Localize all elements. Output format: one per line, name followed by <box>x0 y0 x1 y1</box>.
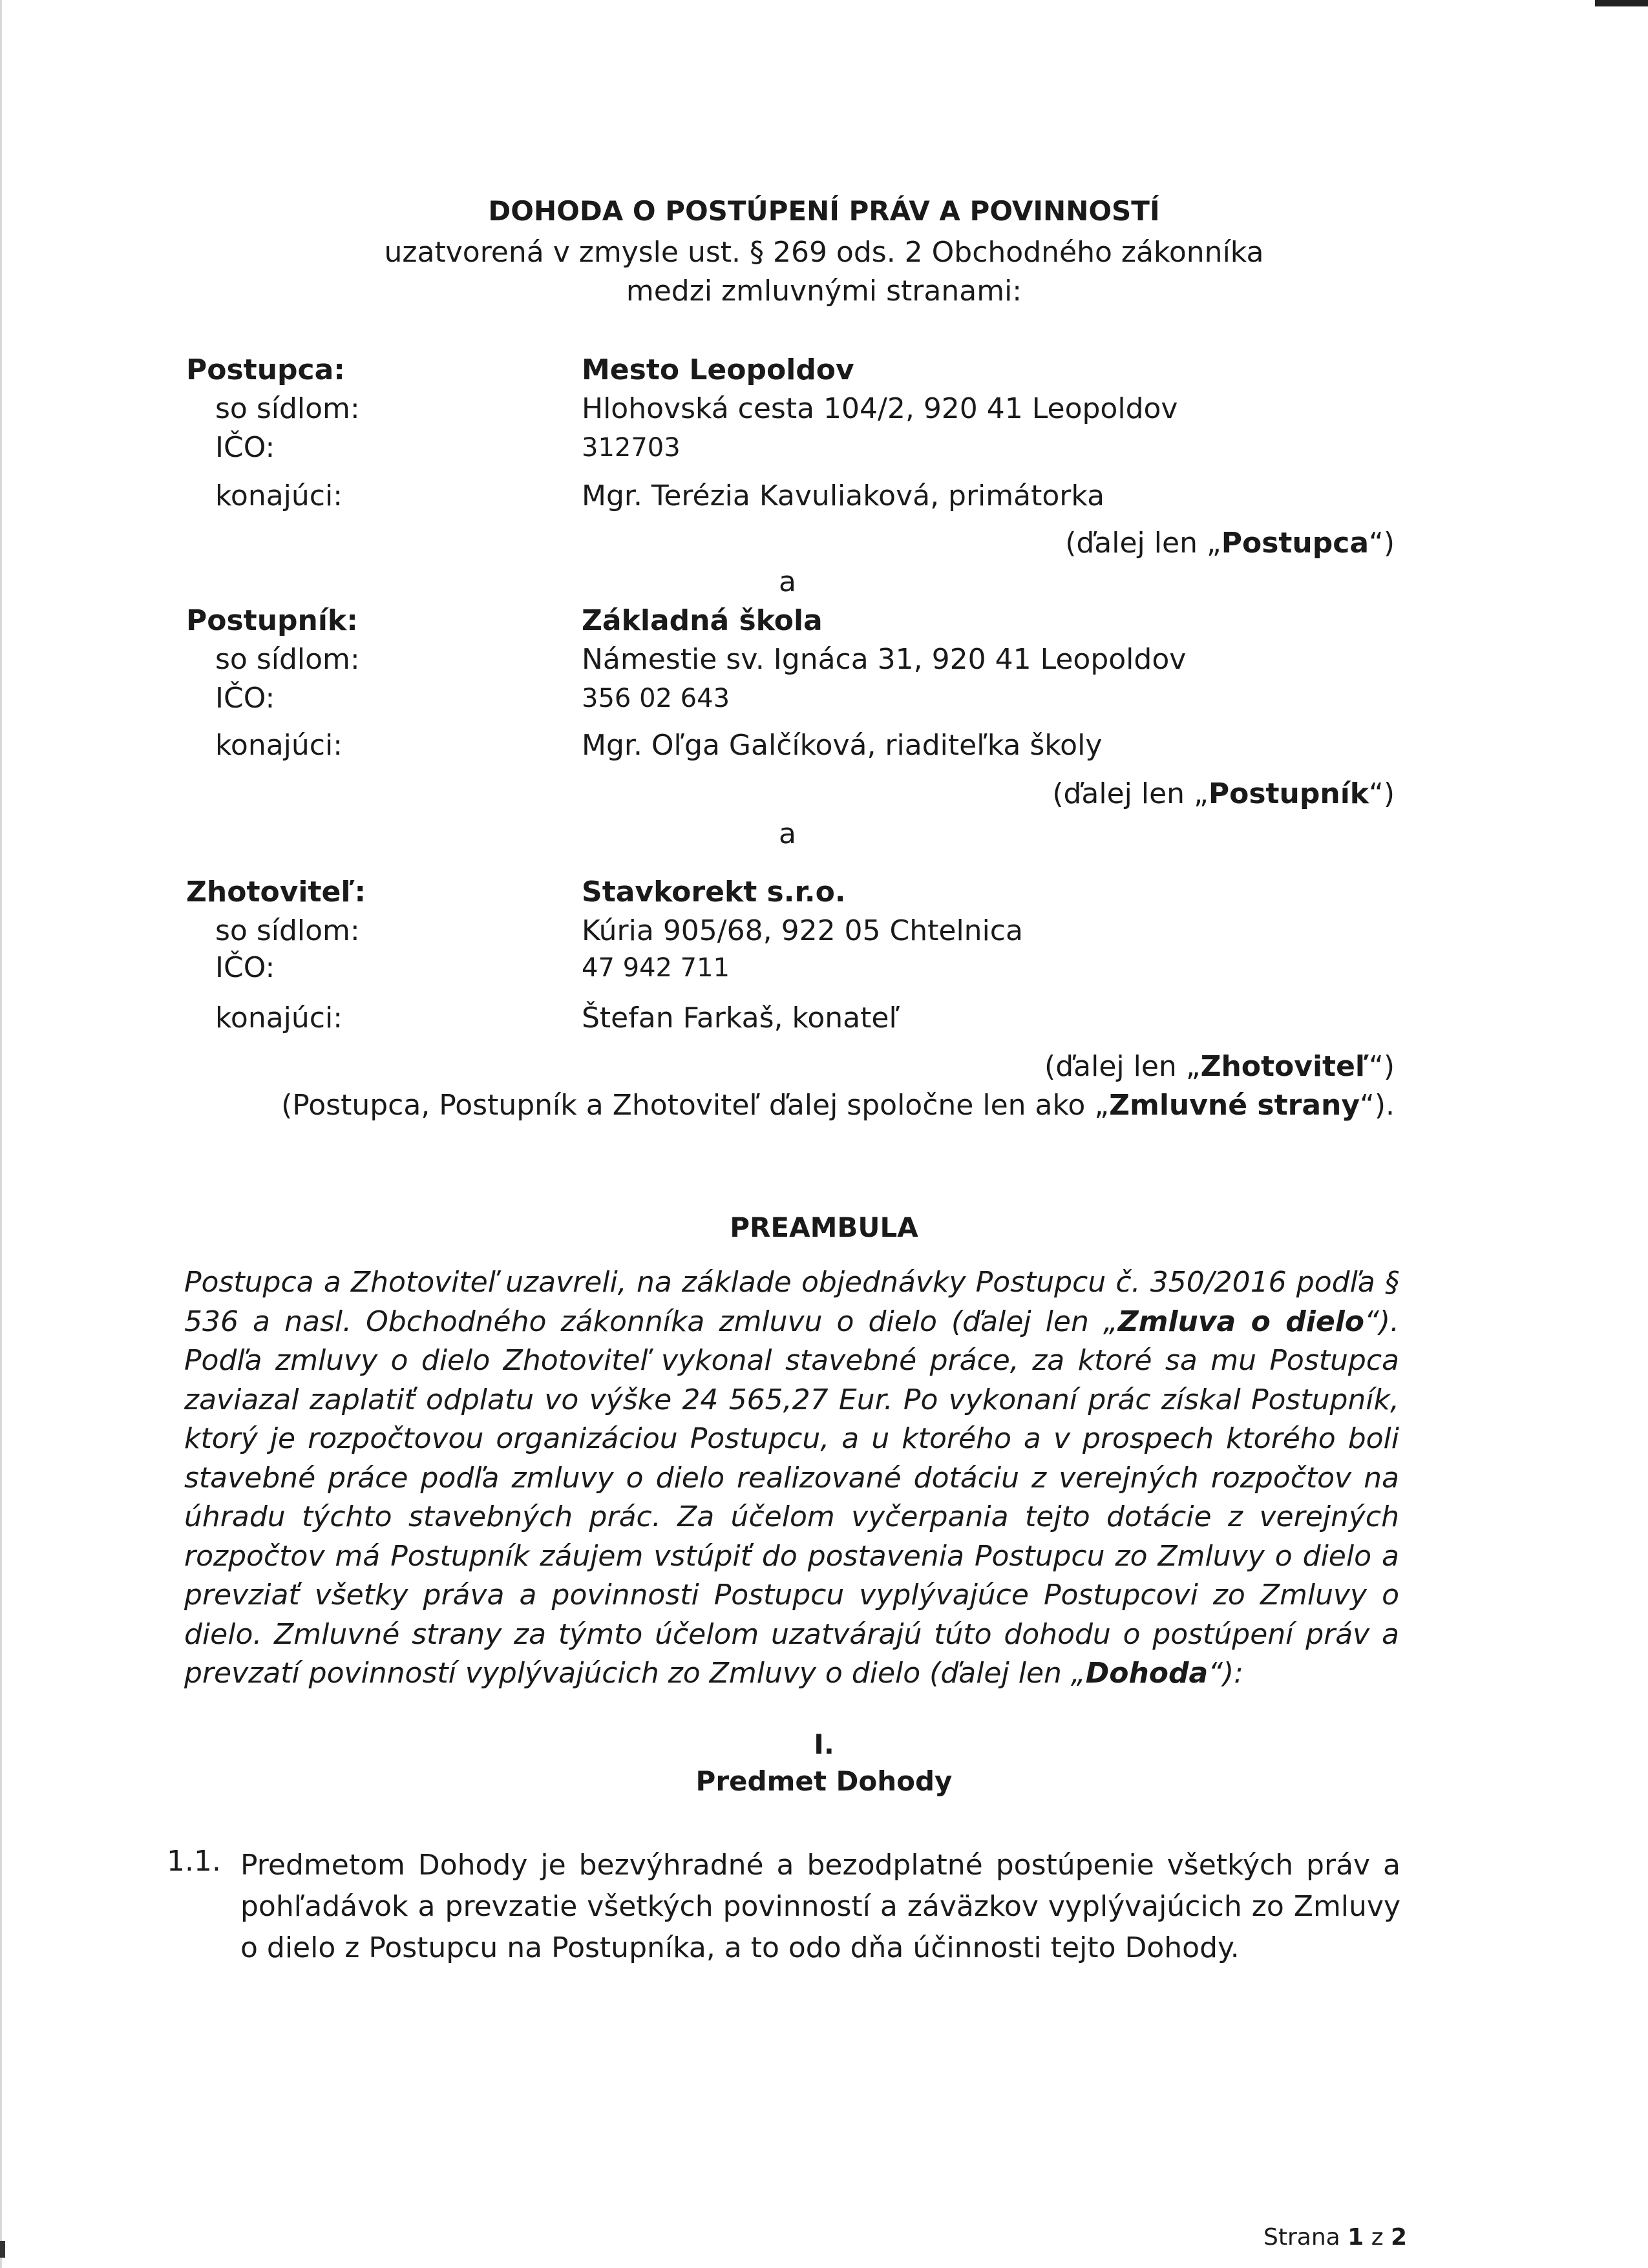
ico-label: IČO: <box>215 682 275 715</box>
party-role-label: Postupca: <box>186 353 345 386</box>
party-name: Mesto Leopoldov <box>582 353 854 386</box>
party-name: Stavkorekt s.r.o. <box>582 876 846 908</box>
ico-label: IČO: <box>215 951 275 984</box>
document-subtitle: medzi zmluvnými stranami: <box>626 275 1022 308</box>
party-role-label: Postupník: <box>186 604 358 637</box>
party-acting: Mgr. Oľga Galčíková, riaditeľka školy <box>582 729 1103 762</box>
party-seat: Hlohovská cesta 104/2, 920 41 Leopoldov <box>582 392 1178 425</box>
acting-label: konajúci: <box>215 729 343 762</box>
scan-edge <box>0 0 2 2268</box>
section-title: Predmet Dohody <box>695 1765 953 1797</box>
party-reference: (ďalej len „Postupca“) <box>1065 527 1395 560</box>
document-subtitle: uzatvorená v zmysle ust. § 269 ods. 2 Obchodného zákonníka <box>384 236 1264 269</box>
preamble-heading: PREAMBULA <box>730 1212 918 1243</box>
clause-text: Predmetom Dohody je bezvýhradné a bezodplatné postúpenie všetkých práv a pohľadávok a prevzatie všetkých povinností a záväzkov vyplývajúcich zo Zmluvy o dielo z Postupcu na Postupníka, a to odo dňa účinnosti tejto Dohody. <box>240 1849 1400 1964</box>
ico-label: IČO: <box>215 431 275 464</box>
seat-label: so sídlom: <box>215 643 360 676</box>
party-ico: 47 942 711 <box>582 953 730 983</box>
scan-mark <box>1595 0 1648 6</box>
scan-mark <box>0 2241 5 2258</box>
seat-label: so sídlom: <box>215 914 360 947</box>
party-seat: Námestie sv. Ignáca 31, 920 41 Leopoldov <box>582 643 1187 676</box>
party-role-label: Zhotoviteľ: <box>186 876 366 908</box>
acting-label: konajúci: <box>215 1002 343 1034</box>
clause-number: 1.1. <box>167 1845 221 1878</box>
party-reference: (ďalej len „Postupník“) <box>1052 777 1395 810</box>
section-number: I. <box>814 1728 834 1760</box>
preamble-text: Postupca a Zhotoviteľ uzavreli, na základe objednávky Postupcu č. 350/2016 podľa § 536 a nasl. Obchodného zákonníka zmluvu o dielo (ďalej len „Zmluva o dielo“). Podľa zmluvy o dielo Zhotoviteľ vykonal stavebné práce, za ktoré sa mu Postupca zaviazal zaplatiť odplatu vo výške 24 565,27 Eur. Po vykonaní prác získal Postupník, ktorý je rozpočtovou organizáciou Postupcu, a u ktorého a v prospech ktorého boli stavebné práce podľa zmluvy o dielo realizované dotáciu z verejných rozpočtov na úhradu týchto stavebných prác. Za účelom vyčerpania tejto dotácie z verejných rozpočtov má Postupník záujem vstúpiť do postavenia Postupcu zo Zmluvy o dielo a prevziať všetky práva a povinnosti Postupcu vyplývajúce Postupcovi zo Zmluvy o dielo. Zmluvné strany za týmto účelom uzatvárajú túto dohodu o postúpení práv a prevzatí povinností vyplývajúcich zo Zmluvy o dielo (ďalej len „Dohoda“): <box>184 1266 1399 1690</box>
document-title: DOHODA O POSTÚPENÍ PRÁV A POVINNOSTÍ <box>488 195 1160 227</box>
party-name: Základná škola <box>582 604 823 637</box>
party-acting: Štefan Farkaš, konateľ <box>582 1002 900 1034</box>
conjunction: a <box>779 817 796 850</box>
party-reference: (ďalej len „Zhotoviteľ“) <box>1044 1050 1395 1083</box>
conjunction: a <box>779 565 796 598</box>
joint-reference: (Postupca, Postupník a Zhotoviteľ ďalej spoločne len ako „Zmluvné strany“). <box>281 1089 1395 1122</box>
seat-label: so sídlom: <box>215 392 360 425</box>
party-ico: 312703 <box>582 433 681 463</box>
party-acting: Mgr. Terézia Kavuliaková, primátorka <box>582 479 1105 512</box>
party-ico: 356 02 643 <box>582 684 730 713</box>
page-number: Strana 1 z 2 <box>1263 2224 1408 2251</box>
acting-label: konajúci: <box>215 479 343 512</box>
party-seat: Kúria 905/68, 922 05 Chtelnica <box>582 914 1023 947</box>
